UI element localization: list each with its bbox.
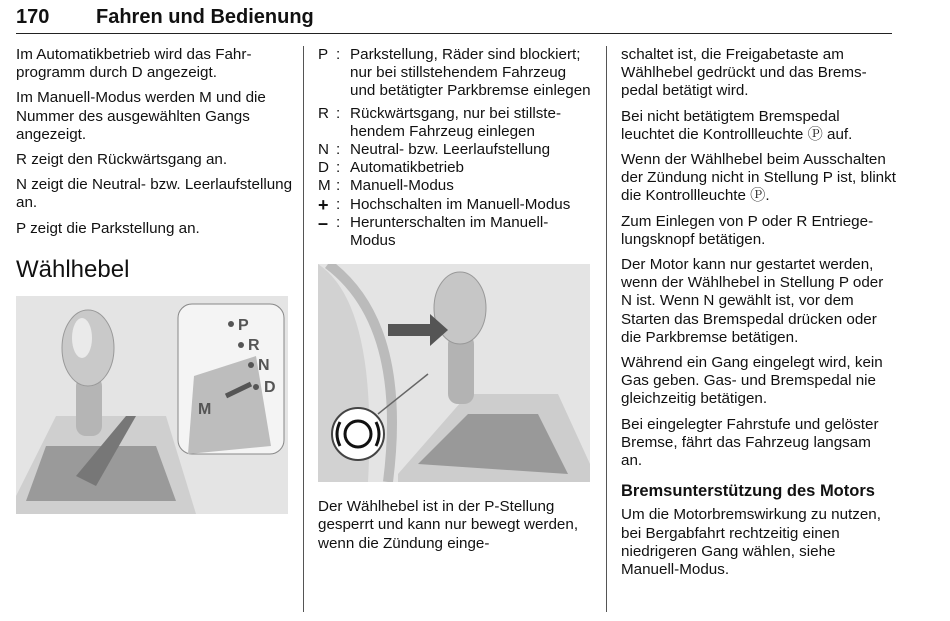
caption-paragraph: Der Wählhebel ist in der P-Stellung gesperrt und kann nur bewegt werden, wenn die Zündung einge- — [318, 498, 579, 552]
label-r: R — [248, 336, 260, 354]
list-item: M : Manuell-Modus — [318, 177, 454, 195]
list-item: D : Automatikbetrieb — [318, 159, 464, 177]
paragraph: R zeigt den Rückwärtsgang an. — [16, 151, 228, 169]
paragraph: Der Motor kann nur gestartet werden, wenn der Wählhebel in Stellung P oder N ist. Wenn N gewählt ist, vor dem Starten das Bremspedal drücken oder die Parkbremse betätigen. — [621, 256, 884, 346]
column-divider — [303, 46, 304, 612]
column-divider — [606, 46, 607, 612]
section-title: Fahren und Bedienung — [96, 6, 314, 28]
gear-lever-release-drawing — [318, 264, 590, 482]
list-item: + : Hochschalten im Manuell-Modus — [318, 194, 571, 215]
paragraph: Im Manuell-Modus werden M und die Nummer des ausgewählten Gangs angezeigt. — [16, 89, 266, 143]
gear-lever-drawing — [16, 296, 288, 514]
paragraph: Bei nicht betätigtem Bremspedal leuchtet die Kontrollleuchte Ⓟ auf. — [621, 107, 853, 143]
subsection-heading: Bremsunterstützung des Motors — [621, 482, 875, 501]
paragraph: Während ein Gang eingelegt wird, kein Gas geben. Gas- und Bremspedal nie gleichzeitig betätigen. — [621, 354, 883, 408]
gear-positions-list — [318, 46, 593, 250]
paragraph: Bei eingelegter Fahrstufe und gelöster Bremse, fährt das Fahrzeug langsam an. — [621, 415, 879, 470]
label-m: M — [198, 400, 212, 418]
label-d: D — [264, 378, 276, 396]
header-rule — [16, 33, 892, 34]
list-item: N : Neutral- bzw. Leerlaufstellung — [318, 141, 551, 159]
label-p: P — [238, 316, 249, 334]
section-heading: Wählhebel — [16, 255, 130, 283]
paragraph: schaltet ist, die Freigabetaste am Wählhebel gedrückt und das Bremspedal betätigt wird. — [621, 46, 867, 100]
column-2 — [318, 46, 593, 560]
paragraph: Um die Motorbremswirkung zu nutzen, bei Bergabfahrt rechtzeitig einen niedrigeren Gang wählen, siehe Manuell-Modus. — [621, 506, 881, 579]
list-item: – : Herunterschalten im Manuell-Modus — [318, 212, 549, 250]
column-3 — [621, 46, 896, 586]
paragraph: Zum Einlegen von P oder R Entriegelungsknopf betätigen. — [621, 212, 874, 248]
paragraph: P zeigt die Parkstellung an. — [16, 219, 200, 237]
list-item: P : Parkstellung, Räder sind blockiert; nur bei stillstehendem Fahrzeug und betätigter Parkbremse einlegen — [318, 46, 591, 100]
paragraph: N zeigt die Neutral- bzw. Leerlaufstellung an. — [16, 176, 293, 212]
gear-lever-illustration — [16, 296, 288, 514]
list-item: R : Rückwärtsgang, nur bei stillstehendem Fahrzeug einlegen — [318, 104, 562, 140]
gear-lever-release-illustration — [318, 264, 590, 482]
page-header — [16, 6, 896, 32]
page-number: 170 — [16, 6, 50, 28]
column-1 — [16, 46, 296, 514]
paragraph: Im Automatikbetrieb wird das Fahrprogramm durch D angezeigt. — [16, 46, 252, 82]
paragraph: Wenn der Wählhebel beim Ausschalten der Zündung nicht in Stellung P ist, blinkt die Kontrollleuchte Ⓟ. — [621, 151, 896, 205]
label-n: N — [258, 356, 270, 374]
